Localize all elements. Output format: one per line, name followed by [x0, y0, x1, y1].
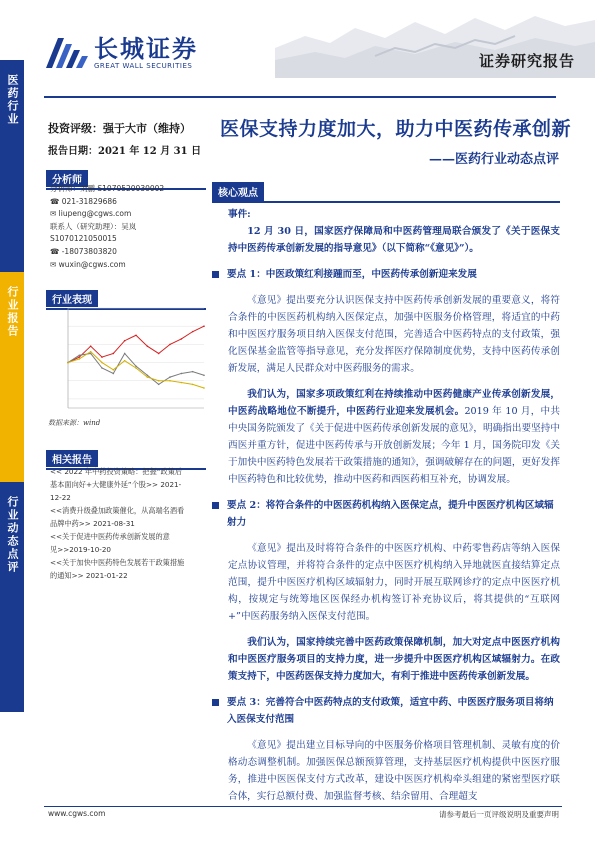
bullet-square-icon: [212, 271, 219, 278]
chart-point: [124, 353, 126, 355]
related-report-line[interactable]: << 2022 年中药投资策略：把握“政策后: [50, 467, 183, 476]
sidebar-tab-industry: [0, 60, 24, 272]
footer-website[interactable]: www.cgws.com: [48, 809, 106, 818]
chart-point: [181, 338, 183, 340]
chart-point: [181, 382, 183, 384]
chart-point: [169, 380, 171, 382]
chart-point: [113, 353, 115, 355]
contact-id: S1070121050015: [50, 234, 117, 244]
point-1-analysis: 我们认为，国家多项政策红利在持续推动中医药健康产业传承创新发展，中医药战略地位不断提升，中医药行业迎来发展机会。2019 年 10 月，中共中央国务院颁发了《关于促进中医药传承创新发展的意见》，明确指出要坚持中西医并重方针，促进中医药传承与开放创新发展；今年 1 月，国务院印发《关于加快中医药特色发展若干政策措施的通知》，强调破解存在的问题，更好发挥中医药特色和比较优势，推动中医药和西医药相互补充，协调发展。: [228, 389, 561, 485]
related-report-line[interactable]: 基本面向好+大健康外延”个股>> 2021-: [50, 480, 182, 489]
analyst-email[interactable]: ✉ liupeng@cgws.com: [50, 209, 132, 219]
event-text: 12 月 30 日，国家医疗保障局和中医药管理局联合颁发了《关于医保支持中医药传承创新发展的指导意见》（以下简称“《意见》”）。: [228, 226, 560, 254]
chart-point: [124, 340, 126, 342]
chart-point: [67, 362, 69, 364]
contact-name: 联系人（研究助理）：吴岚: [50, 221, 137, 231]
chart-point: [158, 353, 160, 355]
sidebar-tab-label: 医药行业: [6, 74, 19, 126]
great-wall-logo-icon: [44, 34, 88, 72]
analyst-info: [50, 183, 210, 271]
report-subtitle: ——医药行业动态点评: [428, 152, 559, 167]
chart-series-line-2: [68, 352, 204, 388]
chart-point: [101, 356, 103, 358]
chart-point: [147, 374, 149, 376]
chart-point: [135, 365, 137, 367]
chart-point: [192, 371, 194, 373]
chart-point: [158, 380, 160, 382]
chart-point: [147, 345, 149, 347]
report-title: 医保支持力度加大，助力中医药传承创新: [220, 118, 572, 140]
point-2-analysis: 我们认为，国家持续完善中医药政策保障机制，加大对定点中医医疗机构和中医医疗服务项目的支持力度，进一步提升中医医疗机构区域辐射力。在政策支持下，中医药医保支持力度加大，有利于推进中医药传承创新发展。: [228, 637, 560, 682]
chart-series-line-1: [68, 353, 204, 384]
chart-point: [169, 344, 171, 346]
company-logo: [44, 34, 198, 72]
sidebar-tab-review: [0, 482, 24, 712]
contact-phone: ☎ -18073803820: [50, 246, 117, 256]
point-2-paragraph: 《意见》提出及时将符合条件的中医医疗机构、中药零售药店等纳入医保定点协议管理，并将符合条件的定点中医医疗机构纳入异地就医直接结算定点范围，提升中医医疗机构区域辐射力，同时开展互联网诊疗的定点中医医疗机构，按规定与统筹地区医保经办机构签订补充协议后，将其提供的“互联网+”中医药服务纳入医保支付范围。: [228, 543, 560, 622]
sidebar-tab-label: 行业动态点评: [6, 496, 19, 574]
chart-point: [203, 325, 205, 327]
chart-point: [90, 353, 92, 355]
chart-point: [113, 369, 115, 371]
chart-point: [203, 374, 205, 376]
chart-section-heading: 行业表现: [46, 290, 206, 310]
logo-english-text: GREAT WALL SECURITIES: [94, 62, 193, 70]
report-type-label: 证券研究报告: [478, 52, 575, 70]
chart-point: [135, 334, 137, 336]
sidebar-tab-report: [0, 272, 24, 482]
chart-point: [79, 356, 81, 358]
header-divider: [44, 96, 556, 98]
chart-point: [101, 367, 103, 369]
footer-divider: [44, 806, 562, 807]
analyst-name: 分析师：刘鹏 S1070520030002: [50, 184, 165, 193]
chart-point: [203, 387, 205, 389]
page-header: [24, 0, 595, 98]
point-1-title: 要点 1：中医政策红利接踵而至，中医药传承创新迎来发展: [228, 266, 560, 283]
chart-point: [169, 376, 171, 378]
contact-email[interactable]: ✉ wuxin@cgws.com: [50, 259, 126, 269]
analyst-phone: ☎ 021-31829686: [50, 196, 117, 206]
related-report-line[interactable]: <<关于加快中医药特色发展若干政策措施: [50, 558, 185, 567]
related-report-line[interactable]: <<消费升级叠加政策催化，从高端名酒看: [50, 506, 185, 515]
chart-point: [79, 358, 81, 360]
chart-point: [147, 376, 149, 378]
related-report-line[interactable]: 品牌中药>> 2021-08-31: [50, 519, 135, 528]
logo-chinese-text: 长城证券: [94, 35, 198, 63]
investment-rating: 投资评级：强于大市（维持）: [48, 122, 191, 135]
chart-point: [101, 362, 103, 364]
related-section-heading: 相关报告: [46, 450, 206, 470]
bullet-square-icon: [212, 502, 219, 509]
point-3-paragraph: 《意见》提出建立目标导向的中医服务价格项目管理机制、灵敏有度的价格动态调整机制。加强医保总额预算管理，支持基层医疗机构提供中医医疗服务，推进中医医保支付方式改革，建设中医医疗机构牵头组建的紧密型医疗联合体，实行总额付费、加强监督考核、结余留用、合理超支: [228, 740, 560, 802]
related-report-line[interactable]: <<关于促进中医药传承创新发展的意: [50, 532, 170, 541]
chart-point: [192, 331, 194, 333]
chart-point: [181, 373, 183, 375]
point-2-title: 要点 2：将符合条件的中医医药机构纳入医保定点，提升中医医疗机构区域辐射力: [228, 497, 560, 531]
related-report-line[interactable]: 见>>2019-10-20: [50, 545, 112, 554]
chart-data-source: 数据来源：wind: [48, 419, 101, 427]
related-reports-list: [50, 465, 210, 582]
chart-point: [79, 354, 81, 356]
report-date: 报告日期：2021 年 12 月 31 日: [48, 146, 202, 157]
core-views-heading: 核心观点: [212, 181, 560, 203]
industry-performance-chart: [46, 302, 208, 424]
chart-point: [124, 360, 126, 362]
chart-point: [192, 384, 194, 386]
analyst-section-heading: 分析师: [46, 170, 206, 190]
chart-point: [135, 367, 137, 369]
point-1-paragraph: 《意见》提出要充分认识医保支持中医药传承创新发展的重要意义，将符合条件的中医医药机构纳入医保定点，加强中医服务价格管理，将适宜的中药和中医医疗服务项目纳入医保支付范围，完善适合中医药特点的支付政策，强化医保基金监管等指导意见，充分发挥医疗保障制度优势，支持中医药传承创新发展，满足人民群众对中医药服务的需求。: [228, 295, 560, 374]
chart-point: [90, 345, 92, 347]
main-content: [228, 206, 560, 805]
related-report-line[interactable]: 12-22: [50, 493, 71, 502]
sidebar-spacer: [0, 712, 24, 841]
sidebar-tab-label: 行业报告: [6, 286, 19, 338]
event-label: 事件:: [228, 209, 251, 220]
related-report-line[interactable]: 的通知>> 2021-01-22: [50, 571, 128, 580]
chart-point: [113, 373, 115, 375]
point-3-title: 要点 3：完善符合中医药特点的支付政策，适宜中药、中医医疗服务项目将纳入医保支付范围: [228, 694, 560, 728]
bullet-square-icon: [212, 699, 219, 706]
chart-point: [90, 351, 92, 353]
footer-disclaimer: 请参考最后一页评级说明及重要声明: [439, 810, 559, 819]
chart-point: [158, 384, 160, 386]
